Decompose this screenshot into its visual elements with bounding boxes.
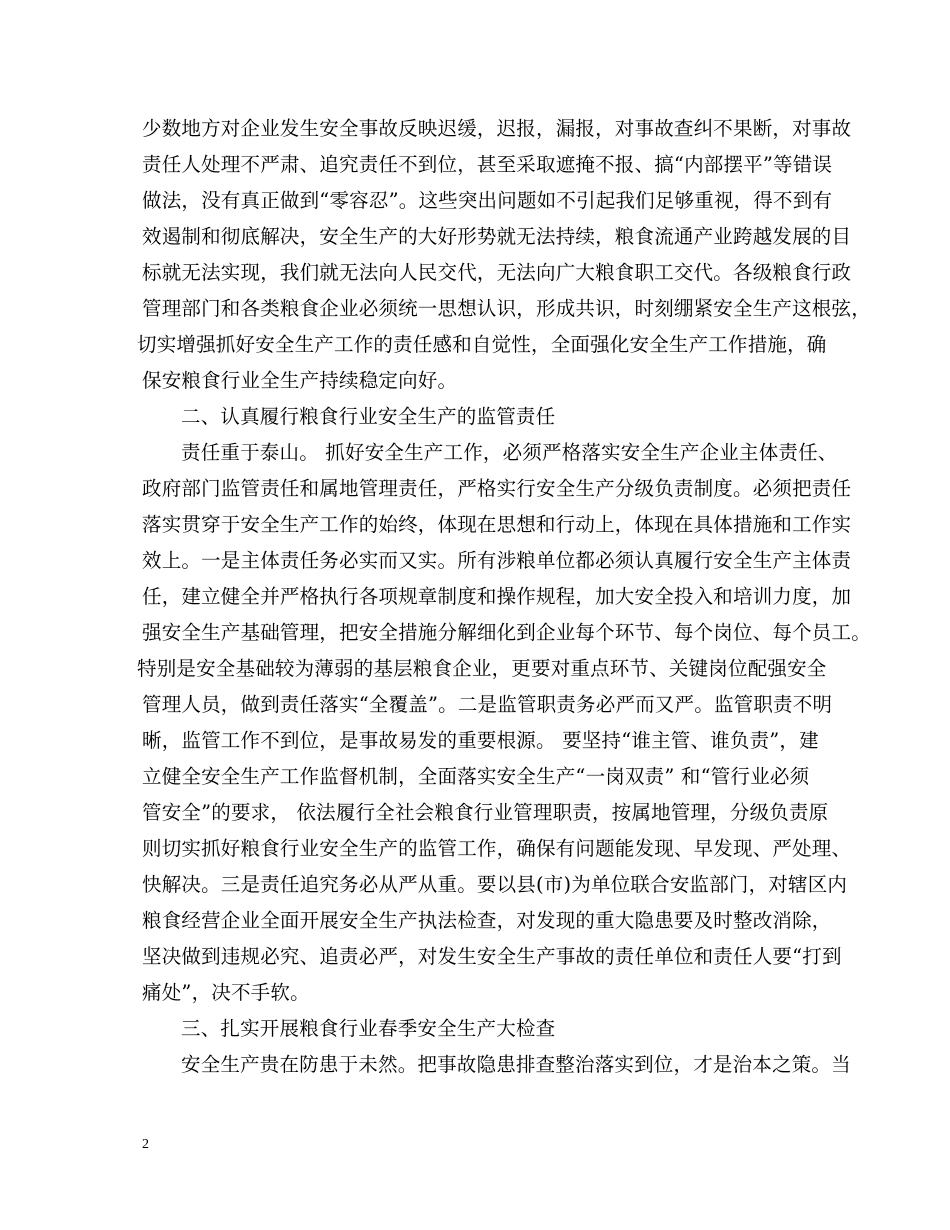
text-line: 效遏制和彻底解决，安全生产的大好形势就无法持续，粮食流通产业跨越发展的目 <box>142 225 852 248</box>
text-line: 痛处”，决不手软。 <box>142 981 310 1004</box>
text-line: 政府部门监管责任和属地管理责任，严格实行安全生产分级负责制度。必须把责任 <box>142 477 852 500</box>
text-line: 管理人员，做到责任落实“全覆盖”。二是监管职责务必严而又严。监管职责不明 <box>142 693 833 716</box>
text-line: 切实增强抓好安全生产工作的责任感和自觉性，全面强化安全生产工作措施，确 <box>137 333 827 356</box>
text-line: 做法，没有真正做到“零容忍”。这些突出问题如不引起我们足够重视，得不到有 <box>142 189 833 212</box>
text-line: 标就无法实现，我们就无法向人民交代，无法向广大粮食职工交代。各级粮食行政 <box>142 261 852 284</box>
paragraph-first-line: 安全生产贵在防患于未然。把事故隐患排查整治落实到位，才是治本之策。当 <box>181 1053 851 1076</box>
text-line: 粮食经营企业全面开展安全生产执法检查，对发现的重大隐患要及时整改消除， <box>142 909 832 932</box>
text-line: 管安全”的要求， 依法履行全社会粮食行业管理职责，按属地管理，分级负责原 <box>142 801 829 824</box>
text-line: 立健全安全生产工作监督机制，全面落实安全生产“一岗双责” 和“管行业必须 <box>142 765 810 788</box>
text-line: 少数地方对企业发生安全事故反映迟缓，迟报，漏报，对事故查纠不果断，对事故 <box>142 117 852 140</box>
text-line: 特别是安全基础较为薄弱的基层粮食企业，更要对重点环节、关键岗位配强安全 <box>137 657 827 680</box>
text-line: 效上。一是主体责任务必实而又实。所有涉粮单位都必须认真履行安全生产主体责 <box>142 549 852 572</box>
paragraph-first-line: 责任重于泰山。 抓好安全生产工作，必须严格落实安全生产企业主体责任、 <box>181 441 838 464</box>
text-line: 坚决做到违规必究、追责必严，对发生安全生产事故的责任单位和责任人要“打到 <box>142 945 842 968</box>
text-line: 强安全生产基础管理，把安全措施分解细化到企业每个环节、每个岗位、每个员工。 <box>142 621 871 644</box>
text-line: 任，建立健全并严格执行各项规章制度和操作规程，加大安全投入和培训力度，加 <box>142 585 852 608</box>
text-line: 落实贯穿于安全生产工作的始终，体现在思想和行动上，体现在具体措施和工作实 <box>142 513 852 536</box>
text-line: 管理部门和各类粮食企业必须统一思想认识，形成共识，时刻绷紧安全生产这根弦， <box>142 297 871 320</box>
text-line: 保安粮食行业全生产持续稳定向好。 <box>142 369 458 392</box>
page-number: 2 <box>142 1137 149 1152</box>
text-line: 晰，监管工作不到位，是事故易发的重要根源。 要坚持“谁主管、谁负责”，建 <box>142 729 819 752</box>
text-line: 责任人处理不严肃、追究责任不到位，甚至采取遮掩不报、搞“内部摆平”等错误 <box>142 153 833 176</box>
text-line: 快解决。三是责任追究务必从严从重。要以县(市)为单位联合安监部门，对辖区内 <box>142 873 848 896</box>
section-heading: 三、扎实开展粮食行业春季安全生产大检查 <box>181 1017 556 1040</box>
text-line: 则切实抓好粮食行业安全生产的监管工作，确保有问题能发现、早发现、严处理、 <box>142 837 852 860</box>
section-heading: 二、认真履行粮食行业安全生产的监管责任 <box>181 405 556 428</box>
